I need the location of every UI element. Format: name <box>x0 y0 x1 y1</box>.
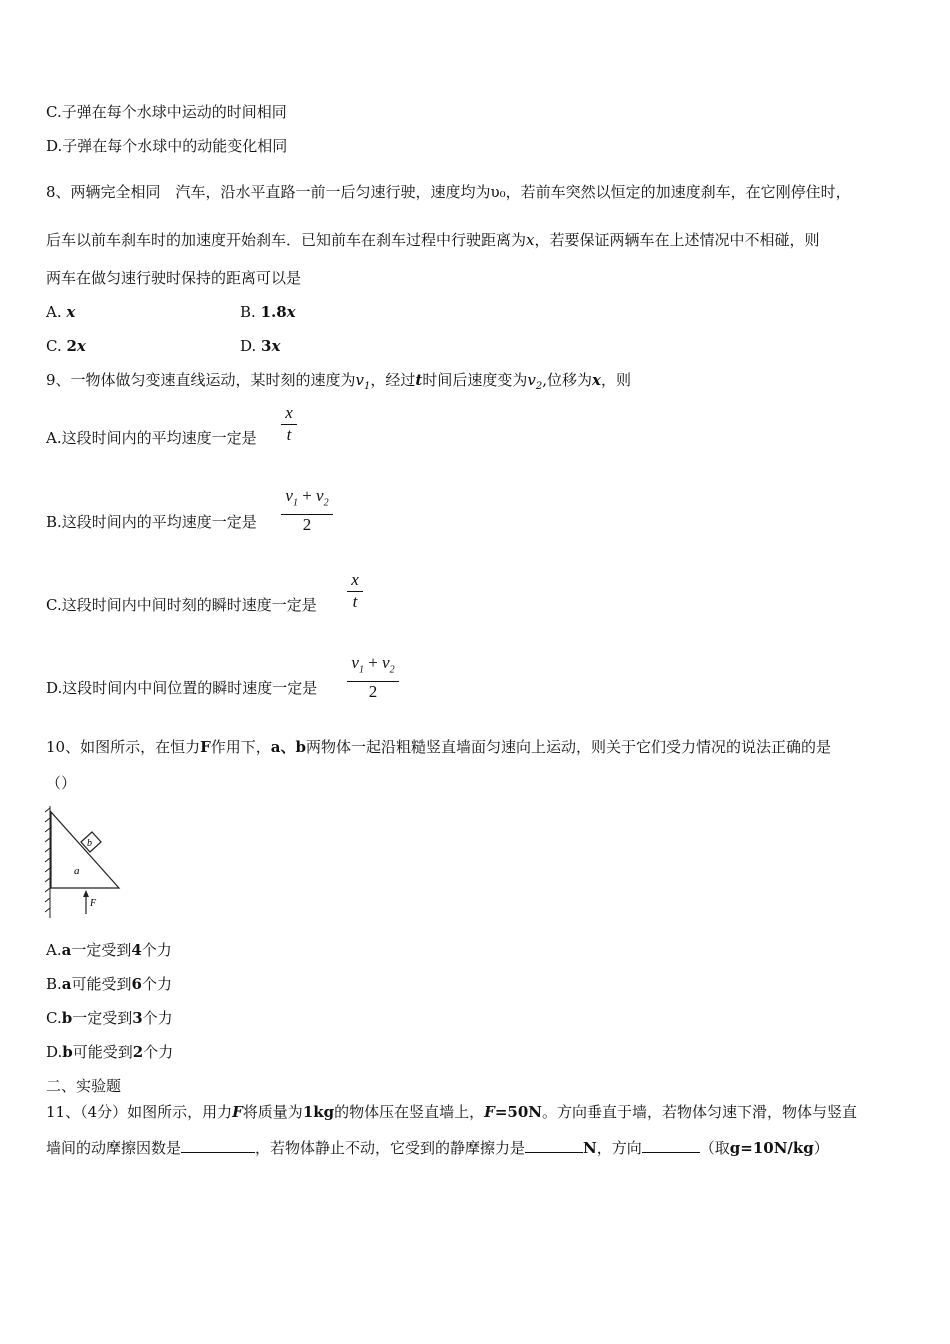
option-var: b <box>61 1009 73 1027</box>
force-value: =50N <box>494 1103 542 1121</box>
q11-text: 11、（4分）如图所示，用力 <box>46 1103 233 1121</box>
var-x: x <box>592 371 601 389</box>
v-letter: v <box>285 486 293 505</box>
wall-hatching <box>45 806 50 918</box>
q10-stem <box>46 737 831 757</box>
q10-stem-text: 两物体一起沿粗糙竖直墙面匀速向上运动，则关于它们受力情况的说法正确的是 <box>305 738 831 756</box>
q9-stem-text: ，经过 <box>370 371 416 389</box>
q9-option-d: D.这段时间内中间位置的瞬时速度一定是 <box>46 679 318 697</box>
plus-sign: + <box>297 486 317 505</box>
option-label: C. <box>46 337 67 355</box>
label-a: a <box>74 865 80 877</box>
q11-text: （取 <box>699 1139 730 1157</box>
q10-option-b <box>46 974 172 994</box>
unit-N: N <box>583 1139 597 1157</box>
option-var: b <box>62 1043 73 1061</box>
wall-wedge-figure <box>42 802 126 922</box>
q11-text: ） <box>813 1139 829 1157</box>
q10-option-a <box>46 940 172 960</box>
q9-option-a: A.这段时间内的平均速度一定是 <box>46 429 257 447</box>
answer-blank[interactable] <box>181 1138 255 1153</box>
option-var: x <box>286 303 296 321</box>
option-var: a <box>61 941 72 959</box>
q8-stem-line2 <box>46 230 820 250</box>
option-var: x <box>76 337 86 355</box>
fraction-average-velocity <box>281 486 333 535</box>
option-var: a <box>61 975 72 993</box>
q8-option-a <box>46 302 75 322</box>
v-letter: v <box>382 653 390 672</box>
option-text: 可能受到 <box>71 975 132 993</box>
q10-stem-text: 作用下， <box>210 738 271 756</box>
fraction-average-velocity <box>347 653 399 702</box>
q11-line1 <box>46 1102 857 1122</box>
q8-var-x: x <box>526 231 535 249</box>
denominator: 2 <box>302 515 312 535</box>
g-value: g=10N/kg <box>729 1139 814 1157</box>
arrow-head <box>83 890 89 897</box>
answer-blank[interactable] <box>642 1138 700 1153</box>
option-label: B. <box>240 303 261 321</box>
q11-text: 的物体压在竖直墙上， <box>334 1103 485 1121</box>
q9-option-c: C.这段时间内中间时刻的瞬时速度一定是 <box>46 596 317 614</box>
subscript: 1 <box>358 664 364 676</box>
q11-line2 <box>46 1138 829 1158</box>
var-v2 <box>527 371 543 392</box>
var-t: t <box>415 371 423 389</box>
q9-stem-text: 时间后速度变为 <box>422 371 528 389</box>
answer-blank[interactable] <box>525 1138 583 1153</box>
label-F: F <box>90 898 97 909</box>
q9-option-b: B.这段时间内的平均速度一定是 <box>46 513 257 531</box>
q9-stem-text: ,位移为 <box>542 371 593 389</box>
q8-stem-text: 后车以前车刹车时的加速度开始刹车．已知前车在刹车过程中行驶距离为 <box>46 231 527 249</box>
option-text: 个力 <box>143 1043 174 1061</box>
option-label: B. <box>46 975 62 993</box>
option-value: 2 <box>66 337 77 355</box>
q9-stem-text: 9、一物体做匀变速直线运动，某时刻的速度为 <box>46 371 356 389</box>
q11-text: 墙间的动摩擦因数是 <box>46 1139 182 1157</box>
v-letter: v <box>527 371 536 389</box>
v-letter: v <box>351 653 359 672</box>
q7-option-c: C.子弹在每个水球中运动的时间相同 <box>46 103 287 121</box>
q8-stem-text: ，若要保证两辆车在上述情况中不相碰，则 <box>534 231 820 249</box>
q10-option-c <box>46 1008 173 1028</box>
option-text: 一定受到 <box>71 941 132 959</box>
option-label: D. <box>46 1043 63 1061</box>
q10-answer-paren: （） <box>46 774 77 792</box>
option-var: x <box>271 337 281 355</box>
option-num: 6 <box>131 975 142 993</box>
numerator <box>347 653 399 680</box>
var-F: F <box>200 738 211 756</box>
mass-value: 1kg <box>302 1103 335 1121</box>
wedge-a <box>51 812 119 888</box>
q11-text: 。方向垂直于墙，若物体匀速下滑，物体与竖直 <box>541 1103 857 1121</box>
q11-text: ，若物体静止不动，它受到的静摩擦力是 <box>255 1139 526 1157</box>
q9-stem <box>46 370 631 397</box>
q10-stem-text: 10、如图所示，在恒力 <box>46 738 201 756</box>
denominator: 2 <box>368 682 378 702</box>
q7-option-d: D.子弹在每个水球中的动能变化相同 <box>46 137 288 155</box>
subscript: 1 <box>292 497 298 509</box>
option-text: 可能受到 <box>72 1043 133 1061</box>
q10-option-d <box>46 1042 173 1062</box>
option-value: x <box>66 303 76 321</box>
plus-sign: + <box>363 653 383 672</box>
option-value: 1.8 <box>260 303 287 321</box>
subscript: 2 <box>389 664 395 676</box>
option-label: D. <box>240 337 262 355</box>
fraction-x-over-t <box>281 403 297 445</box>
option-num: 4 <box>131 941 142 959</box>
q11-text: ，方向 <box>596 1139 642 1157</box>
option-num: 3 <box>132 1009 143 1027</box>
subscript: 1 <box>364 381 371 392</box>
section-title: 二、实验题 <box>46 1077 122 1095</box>
q8-option-c <box>46 336 86 356</box>
label-b: b <box>87 838 92 849</box>
v-letter: v <box>355 371 365 389</box>
fraction-x-over-t <box>347 570 363 612</box>
option-text: 个力 <box>141 941 172 959</box>
subscript: 2 <box>535 381 543 392</box>
option-label: A. <box>46 303 67 321</box>
denominator: t <box>286 425 292 444</box>
v-letter: v <box>316 486 324 505</box>
option-text: 一定受到 <box>72 1009 133 1027</box>
q8-option-d <box>240 336 280 356</box>
subscript: 2 <box>323 497 329 509</box>
option-text: 个力 <box>141 975 172 993</box>
option-label: A. <box>46 941 62 959</box>
denominator: t <box>352 592 358 611</box>
numerator <box>281 486 333 513</box>
var-F: F <box>232 1103 243 1121</box>
option-text: 个力 <box>142 1009 173 1027</box>
option-num: 2 <box>132 1043 144 1061</box>
q9-stem-text: ，则 <box>600 371 631 389</box>
q8-stem-line3: 两车在做匀速行驶时保持的距离可以是 <box>46 269 302 287</box>
q11-text: 将质量为 <box>242 1103 303 1121</box>
q8-stem-line1: 8、两辆完全相同 汽车，沿水平直路一前一后匀速行驶，速度均为υ₀，若前车突然以恒定的加速度刹车，在它刚停住时， <box>46 183 851 201</box>
var-ab: a、b <box>270 738 306 756</box>
option-value: 3 <box>261 337 272 355</box>
option-label: C. <box>46 1009 62 1027</box>
numerator: x <box>351 570 359 589</box>
numerator: x <box>285 403 293 422</box>
var-v1 <box>355 371 371 392</box>
q8-option-b <box>240 302 296 322</box>
var-F: F <box>484 1103 495 1121</box>
